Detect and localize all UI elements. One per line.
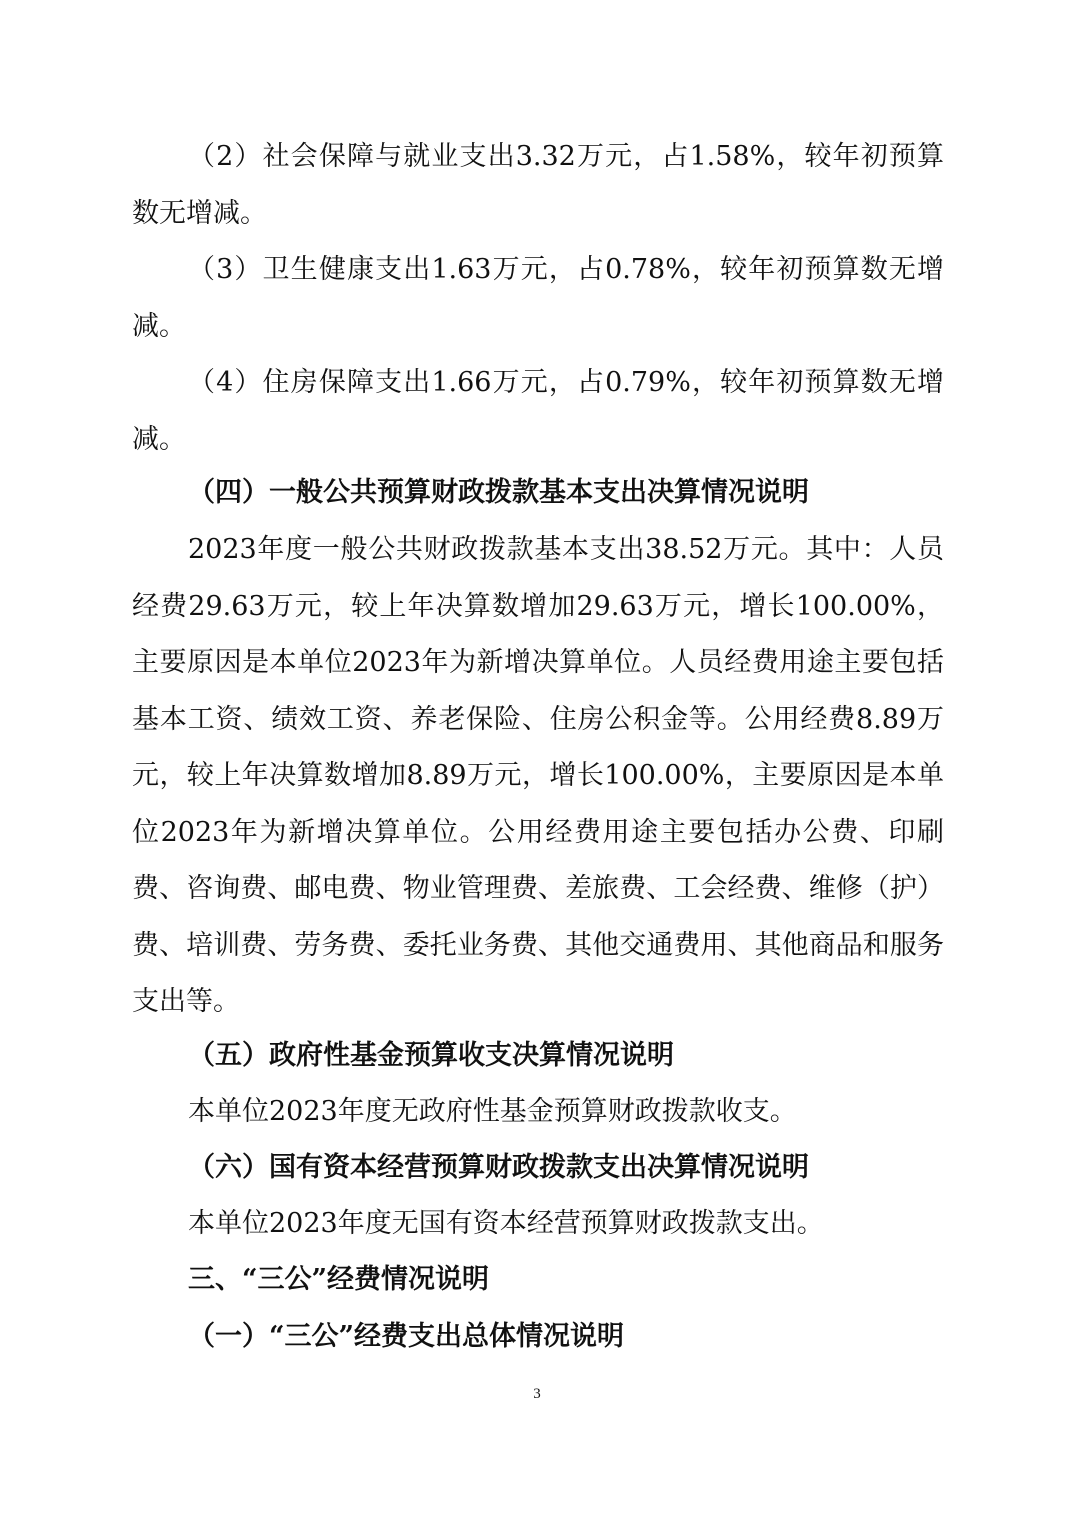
heading-state-capital: （六）国有资本经营预算财政拨款支出决算情况说明	[188, 1152, 809, 1183]
paragraph-basic-expenditure: 2023年度一般公共财政拨款基本支出38.52万元。其中：人员经费29.63万元，较上年决算数增加29.63万元，增长100.00%，主要原因是本单位2023年为新增决算单位。人员经费用途主要包括基本工资、绩效工资、养老保险、住房公积金等。公用经费8.89万元，较上年决算数增加8.89万元，增长100.00%，主要原因是本单位2023年为新增决算单位。公用经费用途主要包括办公费、印刷费、咨询费、邮电费、物业管理费、差旅费、工会经费、维修（护）费、培训费、劳务费、委托业务费、其他交通费用、其他商品和服务支出等。	[132, 534, 944, 1017]
heading-basic-expenditure: （四）一般公共预算财政拨款基本支出决算情况说明	[188, 477, 809, 508]
heading-three-public-expenses: 三、“三公”经费情况说明	[188, 1264, 490, 1295]
paragraph-government-fund: 本单位2023年度无政府性基金预算财政拨款收支。	[188, 1096, 797, 1127]
paragraph-social-security: （2）社会保障与就业支出3.32万元，占1.58%，较年初预算数无增减。	[132, 141, 944, 229]
heading-three-public-overall: （一）“三公”经费支出总体情况说明	[188, 1321, 625, 1352]
paragraph-housing: （4）住房保障支出1.66万元，占0.79%，较年初预算数无增减。	[132, 367, 944, 455]
heading-government-fund: （五）政府性基金预算收支决算情况说明	[188, 1040, 674, 1071]
paragraph-health: （3）卫生健康支出1.63万元，占0.78%，较年初预算数无增减。	[132, 254, 944, 342]
paragraph-state-capital: 本单位2023年度无国有资本经营预算财政拨款支出。	[188, 1208, 824, 1239]
page-number: 3	[533, 1386, 541, 1402]
